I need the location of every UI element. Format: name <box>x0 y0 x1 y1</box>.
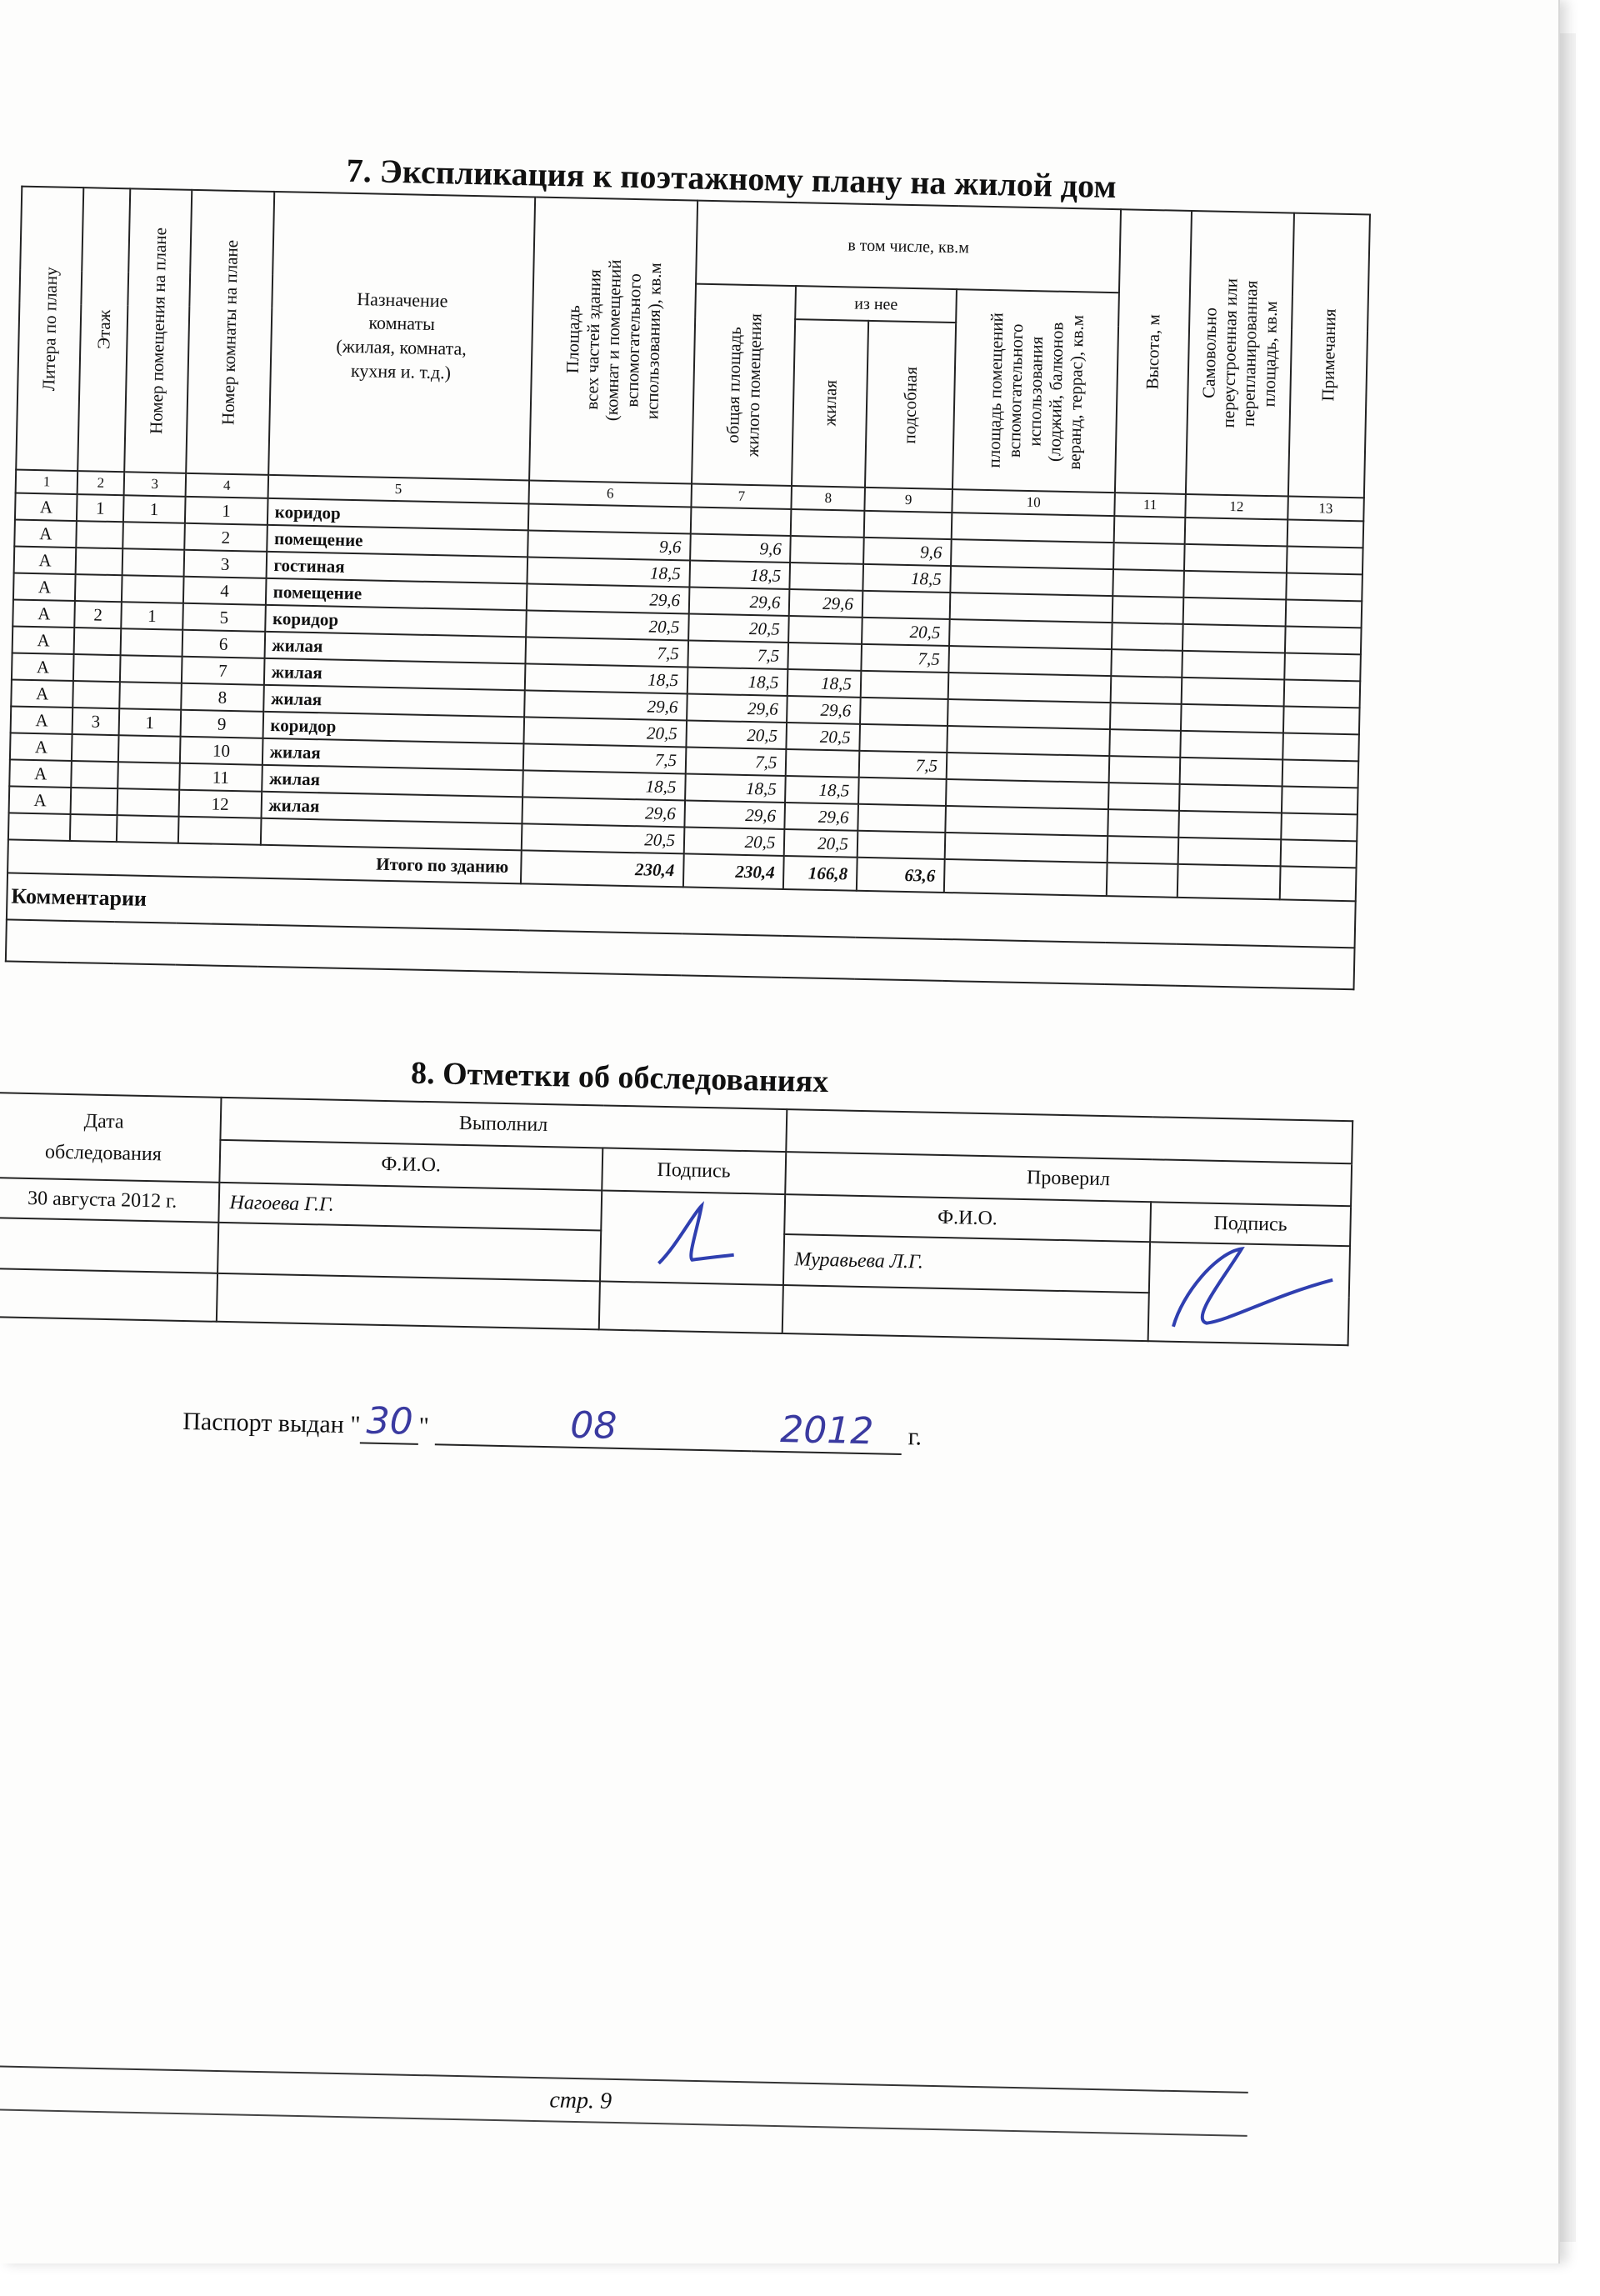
row-premise-number <box>122 548 184 577</box>
row-empty-cell <box>1285 599 1362 628</box>
row-total-living: 29,6 <box>689 587 790 616</box>
column-number: 10 <box>952 489 1115 516</box>
row-floor <box>76 548 122 575</box>
row-area-all: 20,5 <box>526 610 689 640</box>
row-purpose: коридор <box>262 712 524 744</box>
row-purpose: коридор <box>265 605 527 638</box>
row-auxiliary <box>858 778 947 806</box>
row-empty-cell <box>1109 729 1180 758</box>
row-living: 29,6 <box>787 696 860 724</box>
header-checked-by: Проверил <box>785 1152 1352 1206</box>
row-purpose: жилая <box>264 632 526 664</box>
column-number: 7 <box>691 484 792 510</box>
passport-issued-line <box>182 1396 922 1456</box>
row-litera: А <box>11 706 73 734</box>
row-room-number: 10 <box>180 737 262 765</box>
section-8-title: 8. Отметки об обследованиях <box>410 1055 829 1100</box>
header-room-number: Номер комнаты на плане <box>186 190 274 475</box>
row-purpose: жилая <box>262 765 523 798</box>
row-litera: А <box>13 573 76 601</box>
row-premise-number: 1 <box>118 708 181 737</box>
row-empty-cell <box>1109 756 1180 784</box>
survey-empty-cell <box>0 1218 218 1273</box>
row-room-number: 9 <box>181 710 263 738</box>
row-empty-cell <box>1112 623 1182 651</box>
total-area-all: 230,4 <box>521 850 684 887</box>
comments-label: Комментарии <box>7 873 1356 948</box>
row-total-living <box>691 508 792 537</box>
row-auxiliary <box>861 671 949 699</box>
row-total-living: 18,5 <box>685 773 786 803</box>
row-empty-cell <box>946 779 1109 809</box>
checker-signature <box>1148 1242 1350 1345</box>
row-litera: А <box>9 786 72 814</box>
row-empty-cell <box>1108 783 1179 811</box>
checker-signature-image <box>1157 1243 1342 1338</box>
row-living <box>790 536 863 564</box>
header-survey-date: Дата обследования <box>0 1093 221 1183</box>
row-area-all: 18,5 <box>525 663 688 693</box>
header-including: в том числе, кв.м <box>696 201 1121 293</box>
header-floor: Этаж <box>78 188 130 472</box>
row-litera <box>8 813 71 841</box>
total-living-area: 230,4 <box>683 853 784 889</box>
row-living <box>791 509 864 538</box>
row-area-all: 29,6 <box>527 583 690 613</box>
row-empty-cell <box>949 619 1112 649</box>
passport-year-value: 2012 <box>779 1408 874 1453</box>
row-room-number: 8 <box>181 683 263 712</box>
header-height: Высота, м <box>1115 209 1192 494</box>
row-premise-number <box>116 815 178 843</box>
passport-year <box>752 1408 902 1455</box>
row-floor <box>72 761 118 788</box>
row-room-number: 12 <box>179 790 262 818</box>
total-empty-cell <box>1107 863 1178 898</box>
row-empty-cell <box>1184 544 1287 573</box>
column-number: 4 <box>186 473 268 498</box>
column-number: 13 <box>1288 496 1364 521</box>
row-premise-number <box>118 762 180 790</box>
row-auxiliary <box>864 511 952 539</box>
passport-month-value: 08 <box>569 1403 618 1448</box>
row-living <box>790 563 863 591</box>
row-auxiliary: 18,5 <box>862 564 951 593</box>
header-checker-signature: Подпись <box>1150 1202 1351 1246</box>
header-performer-signature: Подпись <box>602 1148 786 1194</box>
row-empty-cell <box>947 726 1110 756</box>
row-empty-cell <box>1108 809 1178 838</box>
row-empty-cell <box>1284 653 1361 681</box>
row-premise-number <box>120 628 182 657</box>
performer-name: Нагоева Г.Г. <box>218 1183 602 1231</box>
row-empty-cell <box>1114 516 1185 544</box>
row-floor <box>72 734 118 762</box>
row-empty-cell <box>1282 733 1359 761</box>
row-litera: А <box>9 759 72 788</box>
row-empty-cell <box>1179 784 1282 813</box>
row-area-all <box>528 503 692 533</box>
row-floor <box>71 788 118 815</box>
row-empty-cell <box>1180 731 1282 760</box>
row-auxiliary: 7,5 <box>861 644 949 673</box>
row-empty-cell <box>950 566 1113 596</box>
header-checker-name: Ф.И.О. <box>784 1194 1151 1242</box>
header-of-which: из нее <box>796 286 957 323</box>
row-empty-cell <box>1182 678 1284 707</box>
header-auxiliary: подсобная <box>865 321 956 489</box>
row-total-living: 20,5 <box>684 827 785 856</box>
row-living <box>788 643 862 671</box>
row-premise-number <box>122 522 185 550</box>
row-area-all: 7,5 <box>523 743 687 773</box>
total-empty-cell <box>944 859 1108 896</box>
column-number: 9 <box>864 488 952 513</box>
row-living: 20,5 <box>784 829 858 858</box>
column-number: 2 <box>78 471 124 495</box>
row-litera: А <box>11 679 73 708</box>
row-purpose: жилая <box>261 792 522 824</box>
row-purpose: помещение <box>265 578 527 611</box>
row-empty-cell <box>1286 573 1362 601</box>
row-purpose: жилая <box>262 738 523 771</box>
row-empty-cell <box>952 513 1115 543</box>
row-empty-cell <box>1178 811 1281 840</box>
row-empty-cell <box>1181 704 1283 733</box>
survey-empty-cell <box>217 1273 600 1329</box>
row-premise-number: 1 <box>121 602 183 630</box>
row-floor: 2 <box>75 601 122 628</box>
header-performer-name: Ф.И.О. <box>219 1140 602 1191</box>
row-area-all: 29,6 <box>522 797 685 827</box>
row-empty-cell <box>1111 676 1182 704</box>
row-empty-cell <box>948 646 1112 676</box>
row-empty-cell <box>1285 626 1362 654</box>
row-empty-cell <box>945 806 1108 836</box>
row-auxiliary <box>859 724 948 753</box>
row-empty-cell <box>948 673 1112 703</box>
row-empty-cell <box>1108 836 1178 864</box>
row-area-all: 7,5 <box>525 637 688 667</box>
column-number: 3 <box>123 472 186 497</box>
performer-signature <box>600 1190 785 1285</box>
explication-rows <box>8 493 1363 868</box>
column-number: 6 <box>528 480 692 507</box>
row-floor <box>74 628 121 655</box>
row-floor <box>73 654 120 682</box>
row-empty-cell <box>945 833 1108 863</box>
header-replanned: Самовольно переустроенная или перепланированная площадь, кв.м <box>1186 211 1294 496</box>
total-label: Итого по зданию <box>8 839 522 883</box>
row-area-all: 18,5 <box>527 557 690 587</box>
row-empty-cell <box>1178 838 1281 867</box>
page-number: стр. 9 <box>549 2087 612 2114</box>
column-number: 1 <box>16 470 78 495</box>
row-total-living: 18,5 <box>689 560 790 589</box>
header-notes: Примечания <box>1288 213 1370 498</box>
row-living: 18,5 <box>785 776 858 804</box>
row-living <box>788 616 862 644</box>
row-total-living: 29,6 <box>687 693 788 723</box>
total-empty-cell <box>1178 864 1281 900</box>
row-room-number: 2 <box>184 523 267 552</box>
row-area-all: 29,6 <box>524 690 688 720</box>
footer-divider-bottom <box>0 2108 1248 2137</box>
row-litera: А <box>14 547 77 575</box>
row-purpose: гостиная <box>266 552 528 584</box>
passport-day-value: 30 <box>366 1399 414 1443</box>
row-living: 29,6 <box>785 803 858 831</box>
header-living: жилая <box>792 319 868 488</box>
performer-signature-image <box>642 1197 743 1273</box>
row-auxiliary <box>860 698 948 726</box>
row-litera: А <box>12 653 74 681</box>
row-premise-number <box>117 788 179 817</box>
row-purpose: коридор <box>267 498 528 531</box>
row-auxiliary <box>858 831 946 859</box>
row-purpose: жилая <box>263 658 525 691</box>
header-area-all: Площадь всех частей здания (комнат и помещений вспомогательного использования), кв.м <box>529 197 698 483</box>
column-number: 8 <box>792 486 865 511</box>
row-empty-cell <box>951 539 1114 569</box>
row-auxiliary: 7,5 <box>859 751 948 779</box>
row-empty-cell <box>1112 596 1183 624</box>
survey-date: 30 августа 2012 г. <box>0 1178 219 1223</box>
row-total-living: 20,5 <box>686 720 787 749</box>
row-room-number: 6 <box>182 630 265 658</box>
row-litera: А <box>12 599 75 628</box>
row-empty-cell <box>1185 518 1288 547</box>
row-living <box>786 749 859 778</box>
passport-label: Паспорт выдан " <box>182 1407 361 1439</box>
row-total-living: 20,5 <box>688 613 789 643</box>
header-litera: Литера по плану <box>16 187 84 471</box>
total-empty-cell <box>1279 866 1356 901</box>
row-premise-number <box>122 575 184 603</box>
row-empty-cell <box>1183 598 1286 627</box>
row-empty-cell <box>1112 569 1183 598</box>
row-living: 18,5 <box>788 669 861 698</box>
row-empty-cell <box>1282 786 1358 814</box>
row-floor <box>77 521 123 548</box>
row-floor <box>75 574 122 602</box>
row-floor: 1 <box>77 494 123 522</box>
row-room-number: 5 <box>182 603 265 632</box>
row-litera: А <box>12 626 75 654</box>
row-area-all: 20,5 <box>523 717 687 747</box>
row-empty-cell <box>948 699 1111 729</box>
row-empty-cell <box>1287 519 1363 548</box>
row-room-number: 4 <box>183 577 266 605</box>
header-premise-number: Номер помещения на плане <box>124 188 192 473</box>
row-area-all: 9,6 <box>528 530 691 560</box>
row-premise-number <box>119 682 182 710</box>
header-total-living: общая площадь жилого помещения <box>692 284 796 486</box>
row-litera: А <box>14 520 77 548</box>
survey-empty-cell <box>782 1285 1148 1341</box>
survey-empty-cell <box>599 1282 783 1333</box>
row-premise-number <box>120 655 182 683</box>
row-room-number: 3 <box>184 550 267 578</box>
row-premise-number: 1 <box>123 495 186 523</box>
row-premise-number <box>118 735 180 763</box>
row-empty-cell <box>1182 624 1285 653</box>
header-purpose: Назначение комнаты (жилая, комната, кухня и. т.д.) <box>268 192 535 480</box>
row-empty-cell <box>1110 703 1181 731</box>
row-empty-cell <box>1180 758 1282 787</box>
header-aux-use: площадь помещений вспомогательного использования (лоджий, балконов веранд, террас), кв.м <box>952 289 1119 493</box>
row-area-all: 20,5 <box>522 823 685 853</box>
row-area-all: 18,5 <box>522 770 686 800</box>
passport-day <box>360 1399 419 1444</box>
checker-name: Муравьева Л.Г. <box>783 1234 1150 1293</box>
column-number: 5 <box>268 475 529 504</box>
row-living: 29,6 <box>789 589 862 618</box>
row-total-living: 9,6 <box>690 533 791 563</box>
passport-year-suffix: г. <box>908 1423 922 1451</box>
row-auxiliary <box>862 591 951 619</box>
row-total-living: 7,5 <box>688 640 788 669</box>
section-7-title: 7. Экспликация к поэтажному плану на жилой дом <box>346 151 1118 206</box>
row-room-number: 11 <box>179 763 262 792</box>
survey-empty-cell <box>0 1268 218 1322</box>
column-number: 11 <box>1114 493 1185 518</box>
column-number: 12 <box>1185 494 1288 520</box>
row-floor <box>70 814 117 842</box>
row-empty-cell <box>1283 706 1360 734</box>
row-empty-cell <box>1287 546 1363 574</box>
row-room-number: 1 <box>185 497 268 525</box>
row-room-number: 7 <box>182 657 264 685</box>
survey-empty-cell <box>218 1223 601 1282</box>
row-purpose: помещение <box>267 525 528 558</box>
row-empty-cell <box>1113 543 1184 571</box>
total-living: 166,8 <box>783 856 857 891</box>
row-auxiliary: 9,6 <box>863 538 952 566</box>
row-empty-cell <box>947 753 1110 783</box>
passport-quote: " <box>418 1412 430 1441</box>
row-empty-cell <box>1183 571 1286 600</box>
row-auxiliary <box>858 804 946 833</box>
row-floor: 3 <box>72 708 119 735</box>
total-auxiliary: 63,6 <box>857 858 945 893</box>
row-empty-cell <box>1283 679 1360 708</box>
footer-divider <box>0 2065 1248 2093</box>
row-room-number <box>178 817 261 845</box>
passport-month <box>435 1401 752 1452</box>
header-performed-by: Выполнил <box>220 1098 787 1152</box>
row-empty-cell <box>950 593 1113 623</box>
row-total-living: 29,6 <box>684 800 785 829</box>
row-empty-cell <box>1282 759 1358 788</box>
row-total-living: 7,5 <box>686 747 787 776</box>
bleed-through-text: ⁣ <box>527 261 528 293</box>
row-litera: А <box>10 733 72 761</box>
row-empty-cell <box>1111 649 1182 678</box>
row-empty-cell <box>1281 813 1358 841</box>
row-living: 20,5 <box>787 723 860 751</box>
row-total-living: 18,5 <box>688 667 788 696</box>
row-litera: А <box>15 493 78 522</box>
explication-table <box>5 186 1371 991</box>
row-floor <box>73 681 120 708</box>
row-empty-cell <box>1182 651 1284 680</box>
survey-marks-table <box>0 1092 1353 1346</box>
row-purpose: жилая <box>263 685 525 718</box>
row-empty-cell <box>1280 839 1357 868</box>
row-auxiliary: 20,5 <box>862 618 950 646</box>
